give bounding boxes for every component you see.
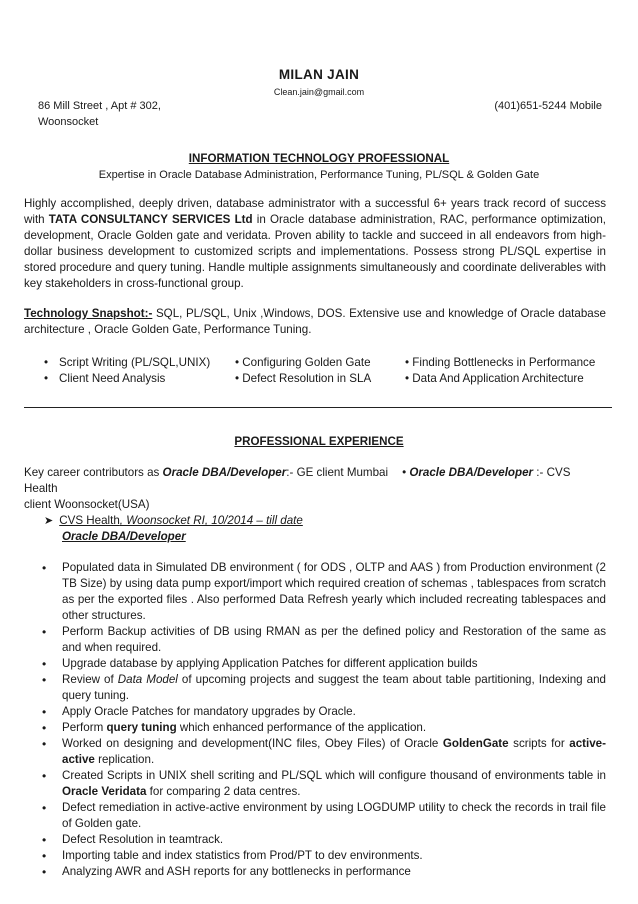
skill-item: • Configuring Golden Gate [235, 356, 371, 369]
summary-text-b: in Oracle database administration, RAC, performance optimization, development, Oracle Golden gate and veridata. Proven ability to tackle and succeed in all endeavors from high-dollar business development to customized scripts and implementations. Possess strong PL/SQL expertise in stored procedure and query tuning. Handle multiple assignments simultaneously and coordinate deliverables with key stakeholders in cross-functional group. [24, 213, 606, 290]
skill-item: • Client Need Analysis [44, 372, 166, 385]
bullet-icon: • [405, 356, 413, 369]
arrow-bullet-icon: ➤ [44, 515, 54, 527]
bullet-icon: • [42, 625, 47, 639]
bullet-icon: • [42, 673, 47, 687]
bullet-icon: • [42, 801, 47, 815]
bullet-icon: • [42, 737, 47, 751]
bullet-icon: • [42, 721, 47, 735]
phone-number: (401)651-5244 Mobile [494, 100, 602, 112]
bullet-icon: • [405, 372, 413, 385]
job-responsibilities [24, 560, 606, 880]
bullet-icon: • [42, 769, 47, 783]
bullet-icon: • [42, 833, 47, 847]
snapshot-text: SQL, PL/SQL, Unix ,Windows, DOS. Extensive use and knowledge of Oracle database architecture , Oracle Golden Gate, Performance Tuning. [24, 307, 606, 336]
job-heading [44, 513, 303, 529]
bullet-icon: • [235, 356, 243, 369]
responsibility-item: • Populated data in Simulated DB environment ( for ODS , OLTP and AAS ) from Production environment (2 TB Size) by using data pump export/import which required creation of schemas , tablespaces from scratch as per the exported files . Also performed Data Refresh yearly which included recreating tablespaces and other structures. [42, 561, 606, 622]
skill-item: • Finding Bottlenecks in Performance [405, 356, 596, 369]
skill-item: • Defect Resolution in SLA [235, 372, 372, 385]
job-role: Oracle DBA/Developer [62, 530, 186, 543]
role-title: Oracle DBA/Developer [409, 466, 534, 479]
snapshot-label: Technology Snapshot:- [24, 307, 153, 320]
responsibility-item: • Apply Oracle Patches for mandatory upgrades by Oracle. [42, 705, 356, 719]
career-contributors: Key career contributors as Oracle DBA/Developer:- GE client Mumbai • Oracle DBA/Developer :- CVS Health client Woonsocket(USA) [24, 466, 571, 511]
responsibility-item: • Worked on designing and development(INC files, Obey Files) of Oracle GoldenGate scripts for active-active replication. [42, 737, 606, 766]
bullet-icon: • [44, 356, 49, 369]
bullet-icon: • [42, 865, 47, 879]
experience-title: PROFESSIONAL EXPERIENCE [234, 435, 404, 448]
bullet-icon: • [44, 372, 49, 385]
responsibility-item: • Analyzing AWR and ASH reports for any bottlenecks in performance [42, 865, 411, 879]
bullet-icon: • [42, 657, 47, 671]
responsibility-item: • Review of Data Model of upcoming projects and suggest the team about table partitioning, Indexing and query tuning. [42, 673, 606, 702]
responsibility-item: • Created Scripts in UNIX shell scriting and PL/SQL which will configure thousand of environments table in Oracle Veridata for comparing 2 data centres. [42, 769, 606, 798]
bullet-icon: • [42, 561, 47, 575]
summary-paragraph [24, 196, 606, 292]
profile-subtitle: Expertise in Oracle Database Administration, Performance Tuning, PL/SQL & Golden Gate [98, 169, 540, 181]
summary-company: TATA CONSULTANCY SERVICES Ltd [48, 213, 253, 226]
job-location-date: , Woonsocket RI, 10/2014 – till date [119, 514, 303, 527]
skill-item: • Script Writing (PL/SQL,UNIX) [44, 356, 211, 369]
responsibility-item: • Perform query tuning which enhanced performance of the application. [42, 721, 427, 735]
responsibility-item: • Defect Resolution in teamtrack. [42, 833, 224, 847]
bullet-icon: • [42, 705, 47, 719]
responsibility-item: • Perform Backup activities of DB using RMAN as per the defined policy and Restoration of the same as and when required. [42, 625, 606, 654]
address-line-1: 86 Mill Street , Apt # 302, [38, 100, 161, 112]
responsibility-item: • Importing table and index statistics from Prod/PT to dev environments. [42, 849, 423, 863]
skill-item: • Data And Application Architecture [405, 372, 584, 385]
profile-title: INFORMATION TECHNOLOGY PROFESSIONAL [188, 152, 450, 165]
bullet-icon: • [402, 466, 410, 479]
job-company: CVS Health [59, 514, 120, 527]
section-divider [24, 407, 612, 408]
bullet-icon: • [42, 849, 47, 863]
technology-snapshot [24, 306, 606, 338]
responsibility-item: • Defect remediation in active-active environment by using LOGDUMP utility to check the records in trail file of Golden gate. [42, 801, 606, 830]
address-line-2: Woonsocket [38, 116, 99, 128]
role-title: Oracle DBA/Developer [162, 466, 287, 479]
email-address: Clean.jain@gmail.com [273, 87, 365, 97]
candidate-name: MILAN JAIN [278, 67, 360, 82]
bullet-icon: • [235, 372, 243, 385]
summary-text-a: Highly accomplished, deeply driven, database administrator with a successful 6+ years track record of success with [24, 197, 606, 226]
responsibility-item: • Upgrade database by applying Application Patches for different application builds [42, 657, 478, 671]
